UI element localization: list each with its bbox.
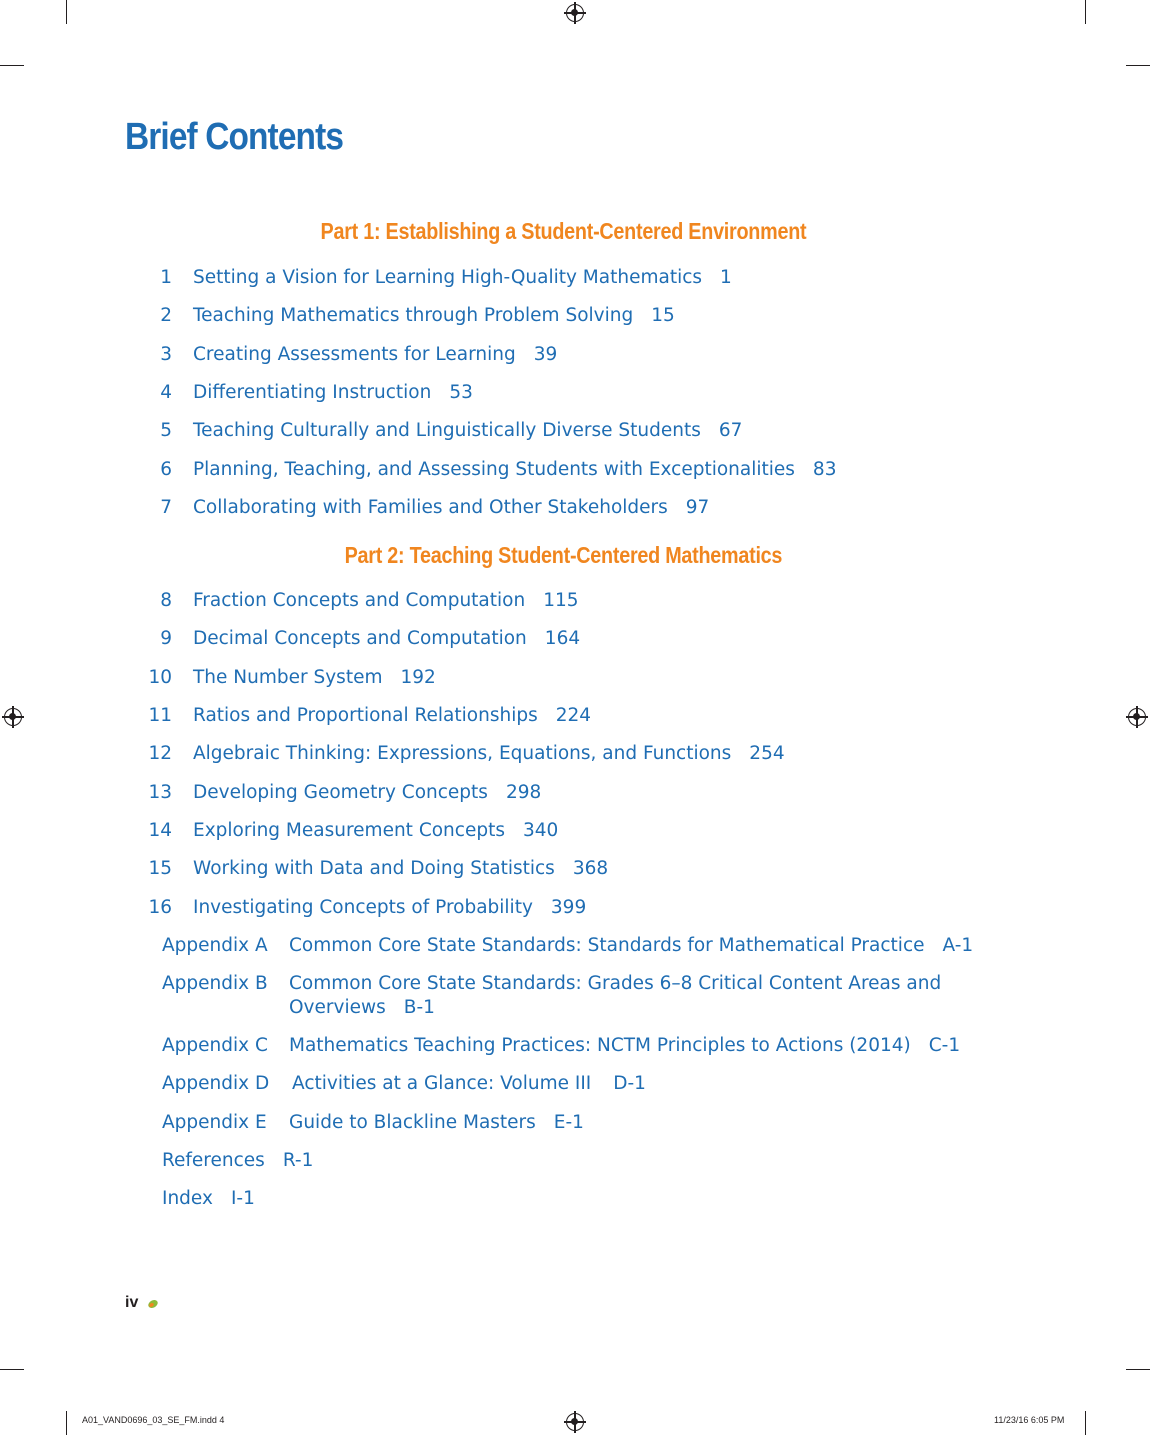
page-number: 1 [720,267,732,288]
chapter-title: Exploring Measurement Concepts [193,820,505,842]
page-number: 298 [505,781,542,803]
page-number: 368 [572,858,609,880]
chapter-number: 11 [148,705,172,727]
registration-mark-icon [566,1413,584,1431]
page-number: C-1 [928,1035,961,1056]
chapter-number: 5 [160,420,172,442]
page-number: 224 [555,705,592,727]
entry-title: Common Core State Standards: Grades 6–8 Critical Content Areas and [289,973,942,994]
chapter-number: 7 [160,496,172,518]
chapter-title: Working with Data and Doing Statistics [193,858,555,880]
chapter-number: 3 [160,343,172,365]
crop-mark [0,65,24,66]
chapter-number: 16 [148,896,172,918]
chapter-number: 13 [148,781,172,803]
chapter-number: 1 [160,267,172,288]
crop-mark [66,0,67,24]
crop-mark [1085,1411,1086,1435]
part-heading: Part 2: Teaching Student-Centered Mathematics [344,542,782,568]
chapter-number: 4 [160,381,172,403]
page-number: 53 [449,381,473,403]
page-number: 192 [400,666,436,688]
chapter-number: 9 [160,628,172,650]
crop-mark [0,1369,24,1370]
chapter-title: Teaching Mathematics through Problem Solving [193,305,634,327]
page-number: 15 [651,305,675,327]
crop-mark [1126,65,1150,66]
page-number: 254 [749,743,785,765]
chapter-number: 8 [160,590,172,611]
chapter-title: Investigating Concepts of Probability [193,896,533,918]
crop-mark [1085,0,1086,24]
chapter-title: Planning, Teaching, and Assessing Students with Exceptionalities [193,458,795,480]
part-heading: Part 1: Establishing a Student-Centered Environment [320,218,806,244]
chapter-number: 6 [160,458,172,480]
crop-mark [66,1411,67,1435]
page-number: I-1 [230,1188,255,1209]
appendix-label: Appendix B [162,973,268,994]
chapter-title: Developing Geometry Concepts [193,781,488,803]
chapter-title: Teaching Culturally and Linguistically Diverse Students [193,420,701,442]
page-number: 97 [685,496,710,518]
chapter-title: Ratios and Proportional Relationships [193,705,538,727]
appendix-label: Appendix D [162,1073,270,1094]
entry-title: Common Core State Standards: Standards for Mathematical Practice [289,935,925,956]
page-number: 67 [718,420,743,442]
page-number: D-1 [613,1073,646,1094]
page-folio: iv [125,1294,139,1311]
entry-title-continued: Overviews [289,997,386,1018]
page-number: B-1 [403,997,435,1018]
page-number: 399 [550,896,587,918]
appendix-label: Appendix C [162,1035,268,1056]
page-number: R-1 [282,1150,314,1171]
page-number: 164 [544,628,581,650]
chapter-title: Collaborating with Families and Other Stakeholders [193,496,668,518]
entry-title: Guide to Blackline Masters [289,1112,536,1133]
slug-filename: A01_VAND0696_03_SE_FM.indd 4 [82,1415,225,1425]
appendix-label: Appendix A [162,935,268,956]
page-number: 39 [533,343,558,365]
entry-title: Mathematics Teaching Practices: NCTM Principles to Actions (2014) [289,1035,911,1056]
page-number: 340 [522,820,559,842]
chapter-number: 14 [148,820,172,842]
entry-title: Activities at a Glance: Volume III [292,1073,592,1094]
page-number: A-1 [942,935,974,956]
chapter-title: Algebraic Thinking: Expressions, Equations, and Functions [193,743,732,765]
appendix-label: Appendix E [162,1112,267,1133]
slug-datetime: 11/23/16 6:05 PM [994,1415,1065,1425]
registration-mark-icon [566,4,584,22]
crop-mark [1126,1369,1150,1370]
page-number: 115 [543,590,579,611]
chapter-title: Fraction Concepts and Computation [193,590,526,611]
chapter-title: Setting a Vision for Learning High-Quality Mathematics [193,267,703,288]
entry-title: References [162,1150,265,1171]
chapter-number: 15 [148,858,172,880]
chapter-title: Decimal Concepts and Computation [193,628,527,650]
page-number: E-1 [553,1112,584,1133]
entry-title: Index [162,1188,213,1209]
page-number: 83 [812,458,837,480]
page-title: Brief Contents [125,116,344,158]
chapter-title: Creating Assessments for Learning [193,343,516,365]
chapter-number: 2 [160,305,172,327]
registration-mark-icon [1128,708,1146,726]
chapter-title: The Number System [193,666,383,688]
leaf-icon [147,1299,159,1309]
chapter-title: Differentiating Instruction [193,381,432,403]
chapter-number: 12 [148,743,172,765]
chapter-number: 10 [148,666,172,688]
